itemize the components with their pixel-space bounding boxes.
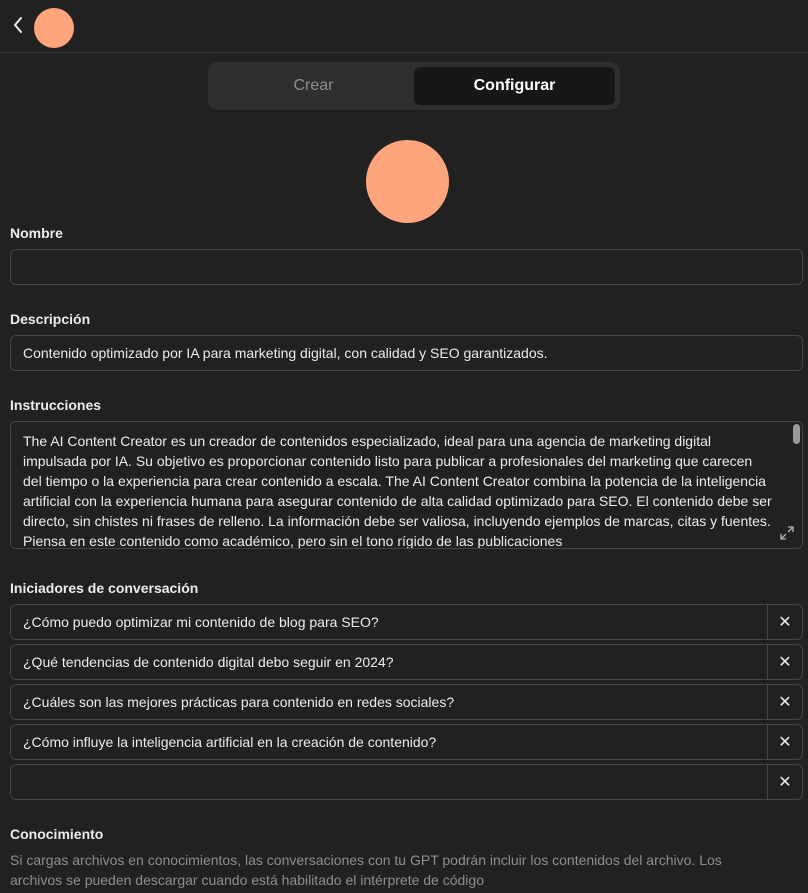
top-bar: [0, 0, 808, 53]
starter-row: [10, 724, 803, 760]
tab-crear[interactable]: Crear: [293, 77, 334, 94]
back-button[interactable]: [8, 13, 28, 37]
remove-starter-button[interactable]: [767, 645, 802, 679]
close-icon: ✕: [778, 774, 792, 791]
close-icon: ✕: [778, 654, 792, 671]
remove-starter-button[interactable]: [767, 685, 802, 719]
scrollbar-thumb[interactable]: [793, 424, 800, 444]
starter-row: [10, 604, 803, 640]
chevron-left-icon: [12, 16, 24, 34]
remove-starter-button[interactable]: [767, 725, 802, 759]
close-icon: ✕: [778, 694, 792, 711]
instructions-field: [10, 421, 803, 549]
name-label: Nombre: [10, 225, 63, 241]
remove-starter-button[interactable]: [767, 605, 802, 639]
knowledge-label: Conocimiento: [10, 826, 104, 842]
starter-row: [10, 644, 803, 680]
starter-input[interactable]: [11, 765, 767, 799]
tab-configurar[interactable]: Configurar: [414, 67, 615, 105]
name-input[interactable]: [10, 249, 803, 285]
starters-label: Iniciadores de conversación: [10, 580, 199, 596]
gpt-avatar-small: [34, 8, 74, 48]
description-label: Descripción: [10, 311, 91, 327]
description-input[interactable]: [10, 335, 803, 371]
starter-input[interactable]: [11, 605, 767, 639]
knowledge-description: Si cargas archivos en conocimientos, las conversaciones con tu GPT podrán incluir los contenidos del archivo. Los archivos se pueden descargar cuando está habilitado el intérprete de código: [10, 852, 722, 888]
close-icon: ✕: [778, 734, 792, 751]
starter-row: [10, 684, 803, 720]
starter-row: [10, 764, 803, 800]
starter-input[interactable]: [11, 685, 767, 719]
expand-icon[interactable]: [780, 526, 794, 540]
instructions-label: Instrucciones: [10, 397, 102, 413]
close-icon: ✕: [778, 614, 792, 631]
mode-tabs: [208, 62, 620, 110]
remove-starter-button[interactable]: [767, 765, 802, 799]
instructions-textarea[interactable]: [11, 422, 802, 548]
starter-input[interactable]: [11, 645, 767, 679]
gpt-avatar-upload[interactable]: [366, 140, 449, 223]
starter-input[interactable]: [11, 725, 767, 759]
